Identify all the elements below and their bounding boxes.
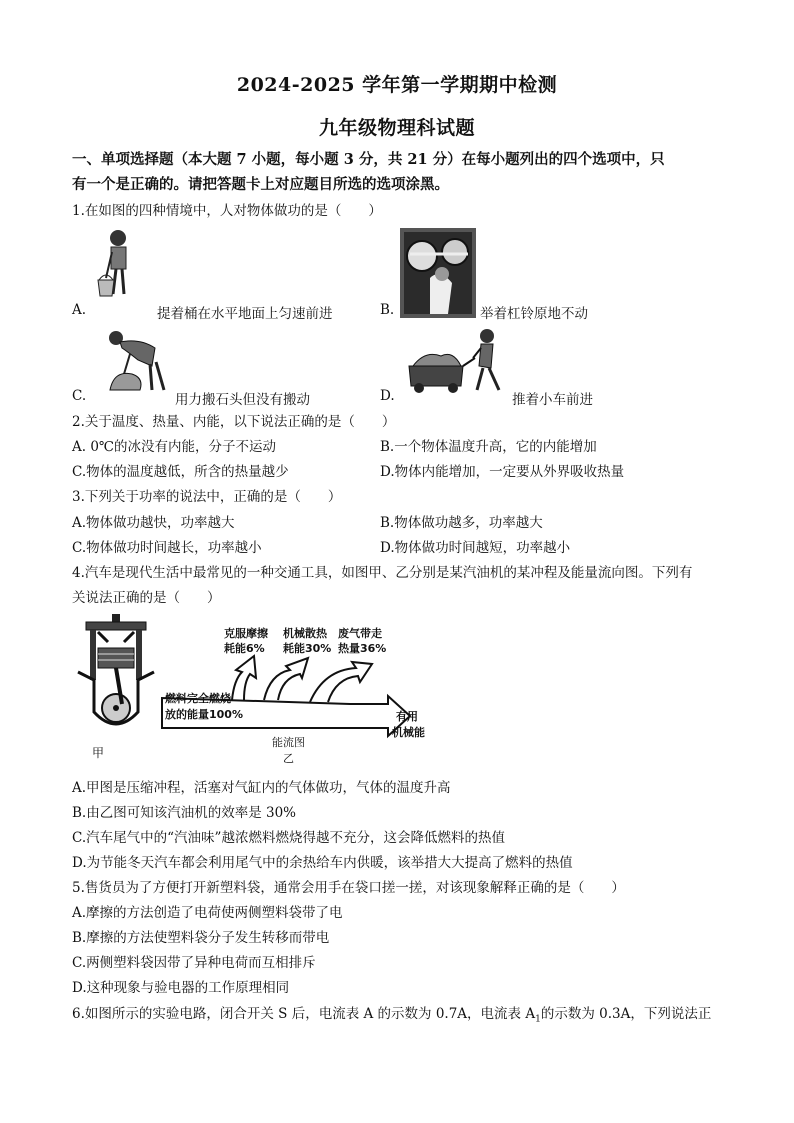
question-4-stem-line2: 关说法正确的是（ ）	[72, 590, 221, 606]
figure-jia-engine-cylinder	[72, 612, 162, 740]
question-5-stem: 5.售货员为了方便打开新塑料袋，通常会用手在袋口搓一搓，对该现象解释正确的是（ ）	[72, 880, 625, 896]
flow-loss3-line1: 废气带走	[338, 627, 382, 640]
q5-option-d: D.这种现象与验电器的工作原理相同	[72, 980, 290, 996]
q2-option-b: B.一个物体温度升高，它的内能增加	[380, 439, 597, 455]
q1-option-b-letter: B.	[380, 302, 395, 318]
q1-option-d-text: 推着小车前进	[512, 392, 593, 408]
q2-option-a: A. 0℃的冰没有内能，分子不运动	[72, 439, 277, 455]
flow-loss2-line1: 机械散热	[283, 627, 327, 640]
question-3-stem: 3.下列关于功率的说法中，正确的是（ ）	[72, 489, 342, 505]
q1-option-b-text: 举着杠铃原地不动	[480, 306, 588, 322]
q1-option-c-letter: C.	[72, 388, 87, 404]
question-2-stem: 2.关于温度、热量、内能，以下说法正确的是（ ）	[72, 414, 396, 430]
question-1-stem: 1.在如图的四种情境中，人对物体做功的是（ ）	[72, 203, 382, 219]
page-title: 2024-2025 学年第一学期期中检测	[236, 74, 558, 96]
page-subtitle: 九年级物理科试题	[318, 117, 475, 139]
flow-loss1-line2: 耗能6%	[224, 642, 265, 655]
q3-option-c: C.物体做功时间越长，功率越小	[72, 540, 262, 556]
q3-option-a: A.物体做功越快，功率越大	[72, 515, 235, 531]
flow-loss1-line1: 克服摩擦	[224, 627, 268, 640]
q3-option-b: B.物体做功越多，功率越大	[380, 515, 543, 531]
section-instructions-line2: 有一个是正确的。请把答题卡上对应题目所选的选项涂黑。	[72, 176, 449, 193]
figure-q1-b-barbell	[400, 228, 476, 318]
figure-q1-d-push-cart	[405, 326, 505, 394]
q5-option-a: A.摩擦的方法创造了电荷使两侧塑料袋带了电	[72, 905, 343, 921]
q1-option-d-letter: D.	[380, 388, 395, 404]
flow-caption: 能流图	[272, 736, 305, 749]
figure-q1-c-lift-stone	[100, 326, 172, 394]
q4-option-c: C.汽车尾气中的“汽油味”越浓燃料燃烧得越不充分，这会降低燃料的热值	[72, 830, 505, 846]
flow-input-line2: 放的能量100%	[165, 708, 243, 721]
q2-option-d: D.物体内能增加，一定要从外界吸收热量	[380, 464, 625, 480]
q6-stem-part1: 6.如图所示的实验电路，闭合开关 S 后，电流表 A 的示数为 0.7A，电流表 A	[72, 1006, 536, 1022]
q5-option-b: B.摩擦的方法使塑料袋分子发生转移而带电	[72, 930, 330, 946]
q6-subscript: 1	[535, 1014, 541, 1025]
flow-input-line1: 燃料完全燃烧	[165, 692, 231, 705]
q5-option-c: C.两侧塑料袋因带了异种电荷而互相排斥	[72, 955, 316, 971]
question-4-stem-line1: 4.汽车是现代生活中最常见的一种交通工具，如图甲、乙分别是某汽油机的某冲程及能量流向图。下列有	[72, 565, 693, 581]
figure-q1-a-carry-bucket	[96, 228, 142, 308]
flow-loss3-line2: 热量36%	[338, 642, 387, 655]
question-6-stem	[72, 1002, 711, 1025]
q1-option-a-text: 提着桶在水平地面上匀速前进	[157, 306, 333, 322]
flow-output-line1: 有用	[396, 710, 418, 723]
section-instructions-line1: 一、单项选择题（本大题 7 小题，每小题 3 分，共 21 分）在每小题列出的四个选项中，只	[72, 151, 665, 168]
q4-option-d: D.为节能冬天汽车都会利用尾气中的余热给车内供暖，该举措大大提高了燃料的热值	[72, 855, 573, 871]
q3-option-d: D.物体做功时间越短，功率越小	[380, 540, 571, 556]
figure-yi-label: 乙	[283, 752, 294, 765]
q1-option-a-letter: A.	[72, 302, 87, 318]
figure-jia-label: 甲	[92, 746, 105, 760]
flow-output-line2: 机械能	[392, 726, 425, 739]
q4-option-a: A.甲图是压缩冲程，活塞对气缸内的气体做功，气体的温度升高	[72, 780, 451, 796]
q6-stem-part2: 的示数为 0.3A，下列说法正	[540, 1006, 712, 1022]
flow-loss2-line2: 耗能30%	[283, 642, 332, 655]
q4-option-b: B.由乙图可知该汽油机的效率是 30%	[72, 805, 297, 821]
q1-option-c-text: 用力搬石头但没有搬动	[175, 392, 310, 408]
q2-option-c: C.物体的温度越低，所含的热量越少	[72, 464, 289, 480]
